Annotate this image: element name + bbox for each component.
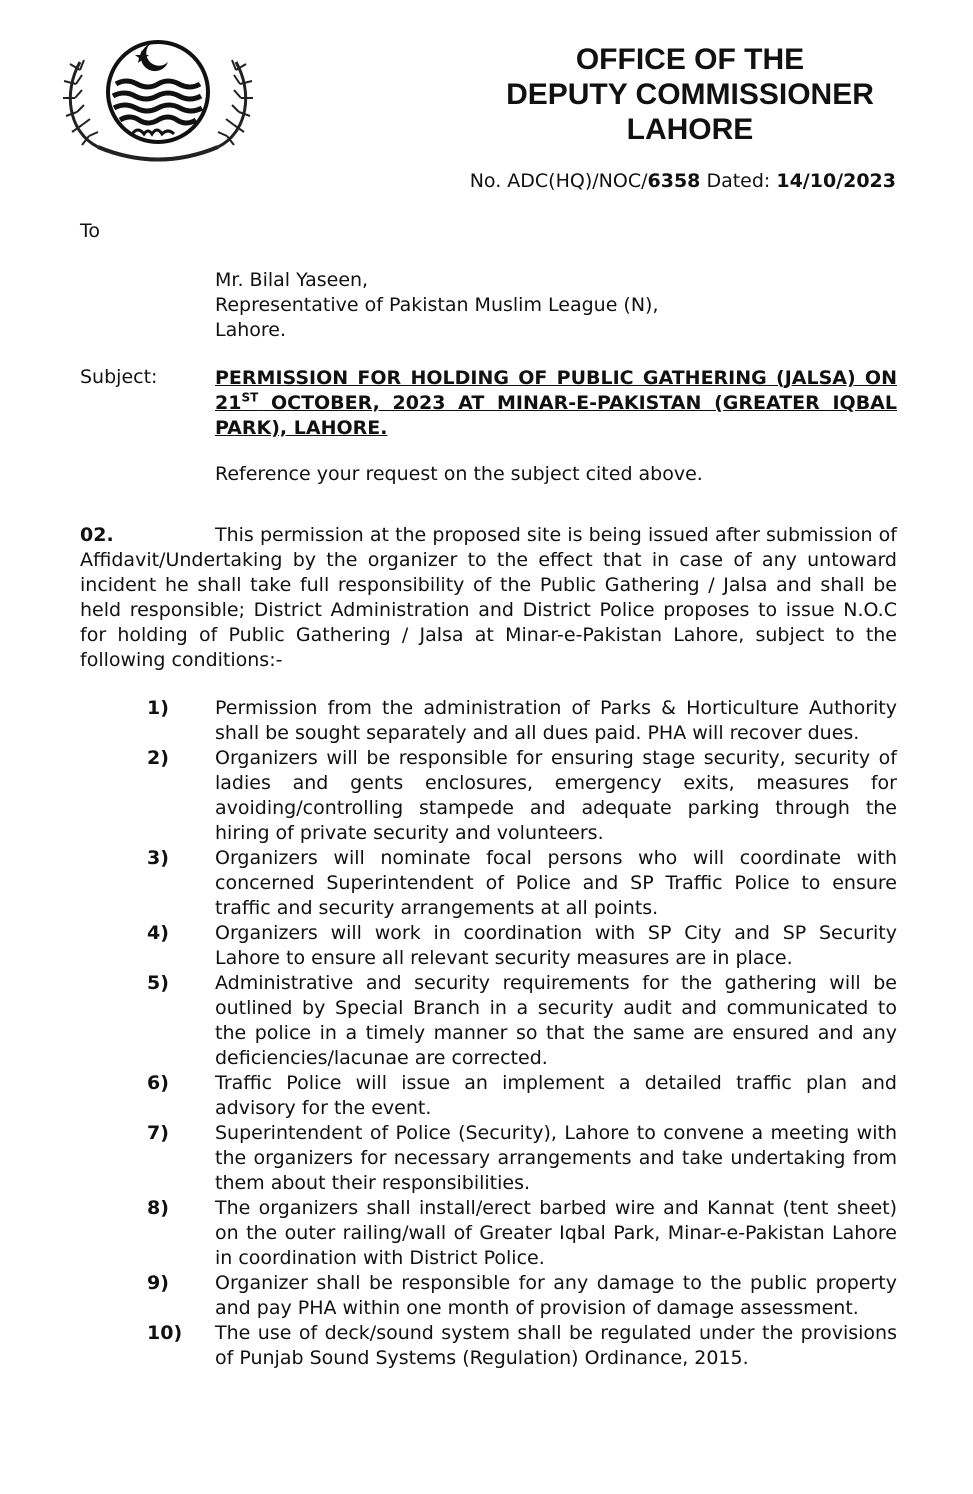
condition-text: The organizers shall install/erect barbed wire and Kannat (tent sheet) on the outer railing/wall of Greater Iqbal Park, Minar-e-Pakistan Lahore in coordination with District Police. bbox=[215, 1197, 897, 1269]
condition-item bbox=[80, 846, 897, 921]
office-line-3: LAHORE bbox=[626, 113, 754, 146]
address-line-1: Mr. Bilal Yaseen, bbox=[215, 269, 369, 291]
condition-number: 9) bbox=[147, 1272, 169, 1294]
ref-prefix: No. ADC(HQ)/NOC/ bbox=[469, 170, 648, 192]
condition-item bbox=[80, 696, 897, 746]
condition-number: 8) bbox=[147, 1197, 169, 1219]
condition-item bbox=[80, 1271, 897, 1321]
address-line-2: Representative of Pakistan Muslim League (N), bbox=[215, 294, 659, 316]
condition-item bbox=[80, 971, 897, 1071]
condition-item bbox=[80, 1121, 897, 1196]
conditions-list bbox=[80, 696, 897, 1371]
letter-date: 14/10/2023 bbox=[776, 170, 896, 192]
condition-item bbox=[80, 1071, 897, 1121]
office-line-2: DEPUTY COMMISSIONER bbox=[506, 78, 874, 111]
condition-item bbox=[80, 746, 897, 846]
condition-number: 5) bbox=[147, 972, 169, 994]
paragraph-02 bbox=[80, 523, 897, 673]
condition-number: 6) bbox=[147, 1072, 169, 1094]
to-label: To bbox=[80, 220, 101, 242]
addressee-block bbox=[215, 268, 659, 343]
reference-text: Reference your request on the subject cited above. bbox=[215, 463, 703, 485]
office-heading bbox=[440, 42, 940, 147]
condition-text: Traffic Police will issue an implement a detailed traffic plan and advisory for the event. bbox=[215, 1072, 897, 1119]
condition-text: The use of deck/sound system shall be regulated under the provisions of Punjab Sound Systems (Regulation) Ordinance, 2015. bbox=[215, 1322, 897, 1369]
subject-superscript: ST bbox=[241, 390, 259, 405]
condition-item bbox=[80, 921, 897, 971]
dated-label: Dated: bbox=[706, 170, 771, 192]
condition-item bbox=[80, 1196, 897, 1271]
condition-number: 7) bbox=[147, 1122, 169, 1144]
condition-text: Superintendent of Police (Security), Lahore to convene a meeting with the organizers for necessary arrangements and take undertaking from them about their responsibilities. bbox=[215, 1122, 897, 1194]
office-line-1: OFFICE OF THE bbox=[575, 43, 805, 76]
condition-text: Administrative and security requirements for the gathering will be outlined by Special Branch in a security audit and communicated to the police in a timely manner so that the same are ensured and any deficiencies/lacunae are corrected. bbox=[215, 972, 897, 1069]
condition-number: 10) bbox=[147, 1322, 183, 1344]
subject-part-1: PERMISSION FOR HOLDING OF PUBLIC GATHERING (JALSA) ON 21 bbox=[215, 367, 897, 414]
punjab-emblem-icon bbox=[58, 22, 258, 172]
condition-text: Permission from the administration of Parks & Horticulture Authority shall be sought separately and all dues paid. PHA will recover dues. bbox=[215, 697, 897, 744]
paragraph-number: 02. bbox=[80, 524, 114, 546]
condition-number: 1) bbox=[147, 697, 169, 719]
reference-line bbox=[470, 170, 896, 192]
condition-item bbox=[80, 1321, 897, 1371]
condition-text: Organizer shall be responsible for any damage to the public property and pay PHA within one month of provision of damage assessment. bbox=[215, 1272, 897, 1319]
subject-text bbox=[215, 366, 897, 441]
condition-text: Organizers will nominate focal persons who will coordinate with concerned Superintendent of Police and SP Traffic Police to ensure traffic and security arrangements at all points. bbox=[215, 847, 897, 919]
condition-text: Organizers will work in coordination with SP City and SP Security Lahore to ensure all relevant security measures are in place. bbox=[215, 922, 897, 969]
condition-number: 2) bbox=[147, 747, 169, 769]
condition-number: 3) bbox=[147, 847, 169, 869]
ref-number: 6358 bbox=[647, 170, 701, 192]
subject-part-2: OCTOBER, 2023 AT MINAR-E-PAKISTAN (GREATER IQBAL PARK), LAHORE. bbox=[215, 392, 897, 439]
address-line-3: Lahore. bbox=[215, 319, 287, 341]
subject-label: Subject: bbox=[80, 366, 158, 388]
condition-number: 4) bbox=[147, 922, 169, 944]
condition-text: Organizers will be responsible for ensuring stage security, security of ladies and gents enclosures, emergency exits, measures for avoiding/controlling stampede and adequate parking through the hiring of private security and volunteers. bbox=[215, 747, 897, 844]
paragraph-text: This permission at the proposed site is being issued after submission of Affidavit/Undertaking by the organizer to the effect that in case of any untoward incident he shall take full responsibility of the Public Gathering / Jalsa and shall be held responsible; District Administration and District Police proposes to issue N.O.C for holding of Public Gathering / Jalsa at Minar-e-Pakistan Lahore, subject to the following conditions:- bbox=[80, 524, 897, 671]
